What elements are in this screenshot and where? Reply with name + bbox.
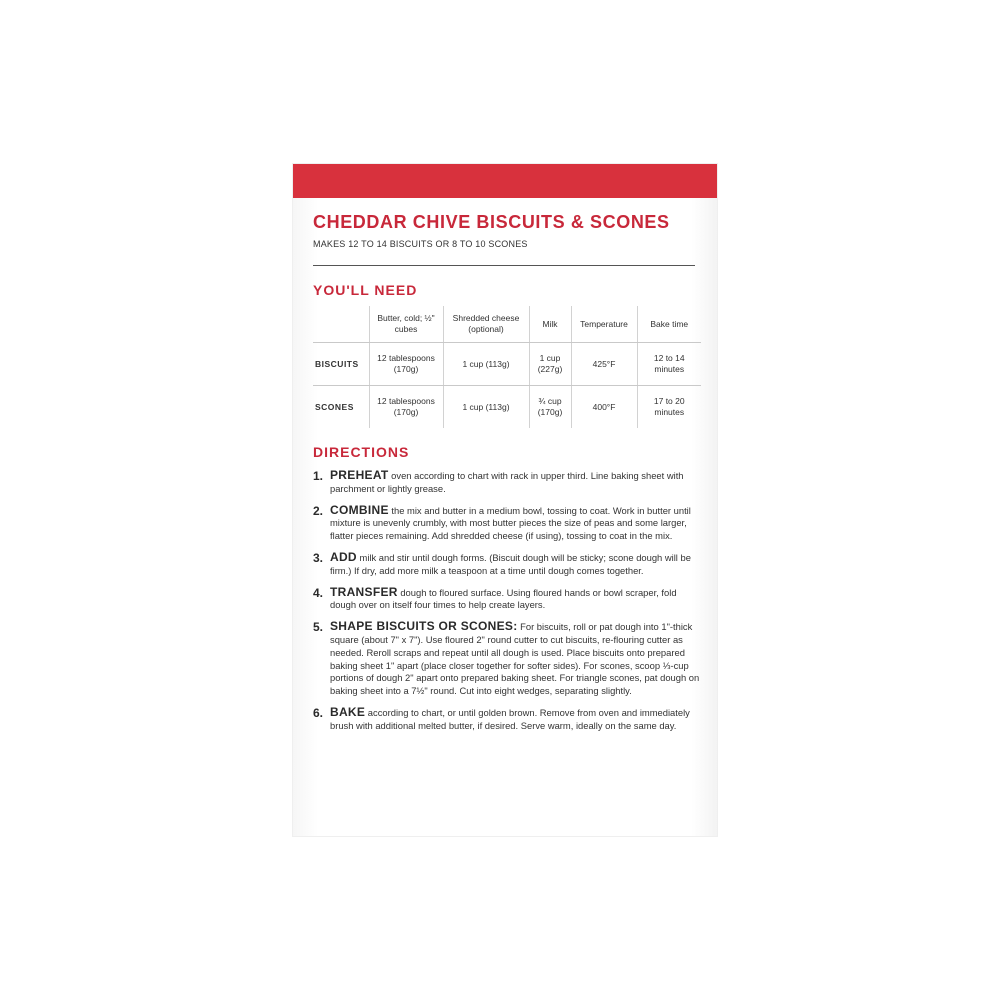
directions-heading: DIRECTIONS [313, 444, 410, 460]
direction-step [313, 586, 701, 613]
table-cell: 12 tablespoons (170g) [369, 343, 443, 386]
recipe-title: CHEDDAR CHIVE BISCUITS & SCONES [313, 212, 670, 232]
column-header: Shredded cheese (optional) [443, 306, 529, 343]
table-cell: 400°F [571, 386, 637, 429]
table-cell: 12 tablespoons (170g) [369, 386, 443, 429]
step-keyword: BAKE [330, 704, 366, 719]
table-cell: 17 to 20 minutes [637, 386, 701, 429]
direction-step [313, 706, 701, 733]
direction-step [313, 469, 701, 496]
youll-need-heading: YOU'LL NEED [313, 282, 418, 298]
step-number: 4. [313, 585, 324, 600]
direction-step [313, 504, 701, 543]
step-keyword: TRANSFER [330, 584, 398, 599]
column-header: Butter, cold; ½" cubes [369, 306, 443, 343]
divider-rule [313, 265, 695, 266]
step-text: milk and stir until dough forms. (Biscuit dough will be sticky; scone dough will be firm.) If dry, add more milk a teaspoon at a time until dough comes together. [330, 551, 691, 576]
table-row [313, 386, 701, 429]
table-cell: 1 cup (113g) [443, 386, 529, 429]
step-number: 3. [313, 550, 324, 565]
table-cell: 425°F [571, 343, 637, 386]
recipe-box-back [293, 164, 717, 836]
column-header: Milk [529, 306, 571, 343]
table-cell: 1 cup (227g) [529, 343, 571, 386]
step-number: 6. [313, 705, 324, 720]
table-cell: 12 to 14 minutes [637, 343, 701, 386]
step-keyword: ADD [330, 549, 357, 564]
step-keyword: SHAPE BISCUITS OR SCONES: [330, 619, 518, 634]
table-header-row [313, 306, 701, 343]
step-text: the mix and butter in a medium bowl, tossing to coat. Work in butter until mixture is unevenly crumbly, with most butter pieces the size of peas and some larger, flatter pieces remaining. Add shredded cheese (if using), tossing to coat in the mix. [330, 504, 691, 542]
recipe-yield: MAKES 12 TO 14 BISCUITS OR 8 TO 10 SCONES [313, 239, 528, 249]
row-label: SCONES [315, 401, 354, 412]
table-corner-cell [313, 306, 369, 343]
row-label: BISCUITS [313, 343, 369, 386]
step-keyword: COMBINE [330, 502, 389, 517]
step-number: 2. [313, 503, 324, 518]
column-header: Bake time [637, 306, 701, 343]
step-text: according to chart, or until golden brown. Remove from oven and immediately brush with additional melted butter, if desired. Serve warm, ideally on the same day. [330, 706, 690, 731]
table-cell: 1 cup (113g) [443, 343, 529, 386]
ingredients-table [313, 306, 701, 428]
top-color-band [293, 164, 717, 198]
step-text: dough to floured surface. Using floured hands or bowl scraper, fold dough over on itself four times to help create layers. [330, 586, 677, 611]
table-cell: ¾ cup (170g) [529, 386, 571, 429]
column-header: Temperature [571, 306, 637, 343]
direction-step [313, 620, 701, 698]
direction-step [313, 551, 701, 578]
step-number: 5. [313, 620, 324, 635]
step-number: 1. [313, 469, 324, 483]
directions-list [313, 469, 701, 741]
step-keyword: PREHEAT [330, 468, 389, 482]
step-text: For biscuits, roll or pat dough into 1"-thick square (about 7" x 7"). Use floured 2" round cutter to cut biscuits, re-flouring cutter as needed. Reroll scraps and repeat until all dough is used. Place biscuits onto prepared baking sheet 1" apart (place closer together for softer sides). For scones, scoop ⅓-cup portions of dough 2" apart onto prepared baking sheet. For triangle scones, pat dough on baking sheet into a 7½" round. Cut into eight wedges, separating slightly. [330, 621, 700, 697]
table-row [313, 343, 701, 386]
step-text: oven according to chart with rack in upper third. Line baking sheet with parchment or lightly grease. [330, 470, 684, 494]
